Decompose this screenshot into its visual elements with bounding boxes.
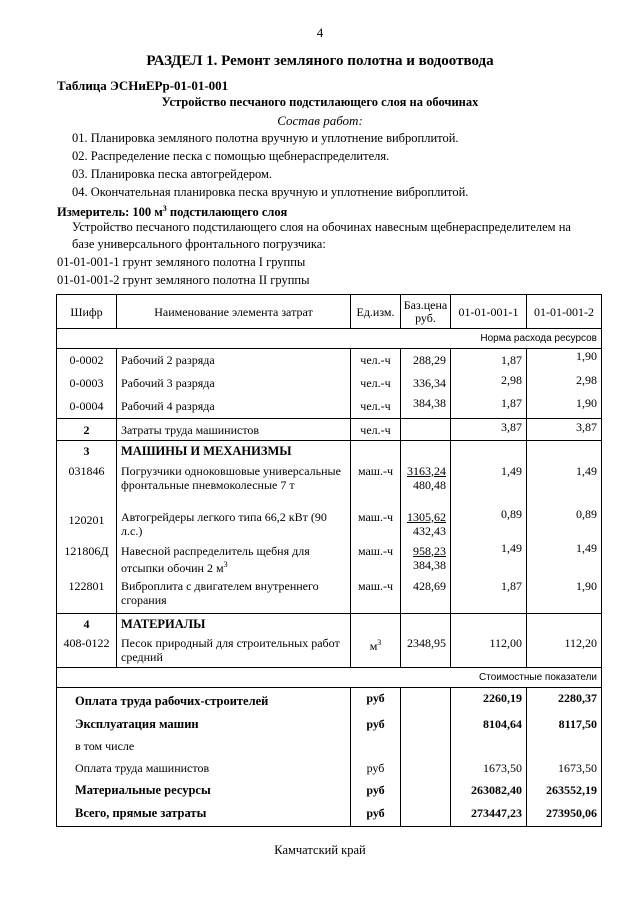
cell-price: 384,38: [401, 395, 451, 419]
cell-code: 0-0003: [57, 372, 117, 395]
section-title: РАЗДЕЛ 1. Ремонт земляного полотна и водоотвода: [146, 53, 494, 69]
norm-row: [57, 329, 602, 349]
cell-code: 408-0122: [57, 634, 117, 668]
total-unit: руб: [351, 754, 401, 777]
cell-unit: маш.-ч: [351, 507, 401, 541]
total-row: [57, 710, 602, 732]
table-row: [57, 372, 602, 395]
work-item: 04. Окончательная планировка песка вручную и уплотнение виброплитой.: [72, 185, 469, 199]
total-row: [57, 688, 602, 710]
total-name: Эксплуатация машин: [57, 710, 351, 732]
table-row: [57, 576, 602, 614]
cell-v2: 1,90: [527, 395, 602, 419]
cell-v2: 112,20: [527, 634, 602, 668]
cell-name: Рабочий 2 разряда: [117, 349, 351, 372]
cell-code: 4: [57, 614, 117, 634]
footer-region: Камчатский край: [274, 843, 366, 857]
cell-code: 2: [57, 419, 117, 441]
cell-v1: 1,87: [451, 349, 527, 372]
cell-v1: 0,89: [451, 507, 527, 541]
cell-name: Погрузчики одноковшовые универсальные фронтальные пневмоколесные 7 т: [117, 461, 351, 507]
table-row: [57, 395, 602, 419]
cell-name: Рабочий 4 разряда: [117, 395, 351, 419]
total-v2: 263552,19: [527, 777, 602, 800]
cell-v2: 1,90: [527, 576, 602, 614]
cell-price: 958,23 384,38: [401, 541, 451, 576]
cell-v2: 3,87: [527, 419, 602, 441]
work-item: 01. Планировка земляного полотна вручную и уплотнение виброплитой.: [72, 131, 459, 145]
cell-v1: 1,49: [451, 461, 527, 507]
cell-unit: маш.-ч: [351, 461, 401, 507]
cell-code: 120201: [57, 507, 117, 541]
cost-label: Стоимостные показатели: [57, 668, 602, 688]
cell-unit: маш.-ч: [351, 576, 401, 614]
total-name: Оплата труда машинистов: [57, 754, 351, 777]
header-col1: 01-01-001-1: [451, 295, 527, 329]
cell-price: 3163,24 480,48: [401, 461, 451, 507]
cell-name: Затраты труда машинистов: [117, 419, 351, 441]
table-subtitle: Устройство песчаного подстилающего слоя на обочинах: [161, 95, 479, 109]
total-name: Оплата труда рабочих-строителей: [57, 688, 351, 710]
cell-v1: 3,87: [451, 419, 527, 441]
cell-price: [401, 419, 451, 441]
cell-price: 1305,62 432,43: [401, 507, 451, 541]
header-unit: Ед.изм.: [351, 295, 401, 329]
total-v1: 2260,19: [451, 688, 527, 710]
variant-line: 01-01-001-1 грунт земляного полотна I группы: [57, 255, 306, 269]
total-v1: 8104,64: [451, 710, 527, 732]
cell-price: 288,29: [401, 349, 451, 372]
table-row: [57, 419, 602, 441]
table-code: Таблица ЭСНиЕРр-01-01-001: [57, 78, 229, 93]
table-row: [57, 349, 602, 372]
cell-unit: чел.-ч: [351, 419, 401, 441]
cell-code: 3: [57, 441, 117, 461]
group-heading: МАТЕРИАЛЫ: [117, 614, 351, 634]
cell-code: 121806Д: [57, 541, 117, 576]
table-row: [57, 541, 602, 576]
header-price: Баз.цена руб.: [401, 295, 451, 329]
total-v2: 1673,50: [527, 754, 602, 777]
page-number: 4: [316, 25, 324, 40]
cell-name: Автогрейдеры легкого типа 66,2 кВт (90 л.с.): [117, 507, 351, 541]
total-v1: 273447,23: [451, 800, 527, 827]
header-name: Наименование элемента затрат: [117, 295, 351, 329]
table-row: [57, 507, 602, 541]
cell-name: Виброплита с двигателем внутреннего сгорания: [117, 576, 351, 614]
cell-name: Навесной распределитель щебня для отсыпки обочин 2 $м^3$: [117, 541, 351, 576]
total-row: [57, 732, 602, 754]
cell-price: 428,69: [401, 576, 451, 614]
cell-v2: 2,98: [527, 372, 602, 395]
total-row: [57, 777, 602, 800]
cell-price: 336,34: [401, 372, 451, 395]
total-v1: 1673,50: [451, 754, 527, 777]
cell-v1: 112,00: [451, 634, 527, 668]
total-row: [57, 754, 602, 777]
table-header-row: [57, 295, 602, 329]
cell-code: 0-0002: [57, 349, 117, 372]
total-name: Материальные ресурсы: [57, 777, 351, 800]
total-row: [57, 800, 602, 827]
work-item: 03. Планировка песка автогрейдером.: [72, 167, 273, 181]
resources-table: [56, 294, 602, 827]
cell-v1: 1,87: [451, 395, 527, 419]
total-name: в том числе: [57, 732, 351, 754]
group-heading-row: [57, 441, 602, 461]
cell-v1: 2,98: [451, 372, 527, 395]
cell-price: 2348,95: [401, 634, 451, 668]
total-v2: 8117,50: [527, 710, 602, 732]
table-row: [57, 634, 602, 668]
total-name: Всего, прямые затраты: [57, 800, 351, 827]
cell-v2: 0,89: [527, 507, 602, 541]
cell-v2: 1,49: [527, 541, 602, 576]
table-row: [57, 461, 602, 507]
measure-unit: Измеритель: 100 $м^3$ подстилающего слоя: [57, 204, 288, 220]
total-unit: руб: [351, 688, 401, 710]
total-unit: руб: [351, 800, 401, 827]
variant-line: 01-01-001-2 грунт земляного полотна II группы: [57, 273, 310, 287]
header-code: Шифр: [57, 295, 117, 329]
cell-unit: маш.-ч: [351, 541, 401, 576]
cell-code: 031846: [57, 461, 117, 507]
norm-label: Норма расхода ресурсов: [57, 329, 602, 349]
cell-unit: чел.-ч: [351, 349, 401, 372]
cell-unit: чел.-ч: [351, 372, 401, 395]
total-v1: 263082,40: [451, 777, 527, 800]
cell-v2: 1,90: [527, 349, 602, 372]
cell-unit: чел.-ч: [351, 395, 401, 419]
cell-code: 0-0004: [57, 395, 117, 419]
group-heading-row: [57, 614, 602, 634]
total-v2: 2280,37: [527, 688, 602, 710]
total-v2: 273950,06: [527, 800, 602, 827]
total-unit: руб: [351, 710, 401, 732]
cell-v1: 1,87: [451, 576, 527, 614]
cell-unit: $м^3$: [351, 634, 401, 668]
cell-v2: 1,49: [527, 461, 602, 507]
cell-v1: 1,49: [451, 541, 527, 576]
header-col2: 01-01-001-2: [527, 295, 602, 329]
cost-label-row: [57, 668, 602, 688]
total-unit: руб: [351, 777, 401, 800]
description: Устройство песчаного подстилающего слоя на обочинах навесным щебнераспределителем на базе универсального фронтального погрузчика:: [72, 220, 571, 251]
cell-name: Рабочий 3 разряда: [117, 372, 351, 395]
work-item: 02. Распределение песка с помощью щебнераспределителя.: [72, 149, 390, 163]
composition-label: Состав работ:: [277, 113, 363, 128]
group-heading: МАШИНЫ И МЕХАНИЗМЫ: [117, 441, 351, 461]
cell-name: Песок природный для строительных работ средний: [117, 634, 351, 668]
cell-code: 122801: [57, 576, 117, 614]
